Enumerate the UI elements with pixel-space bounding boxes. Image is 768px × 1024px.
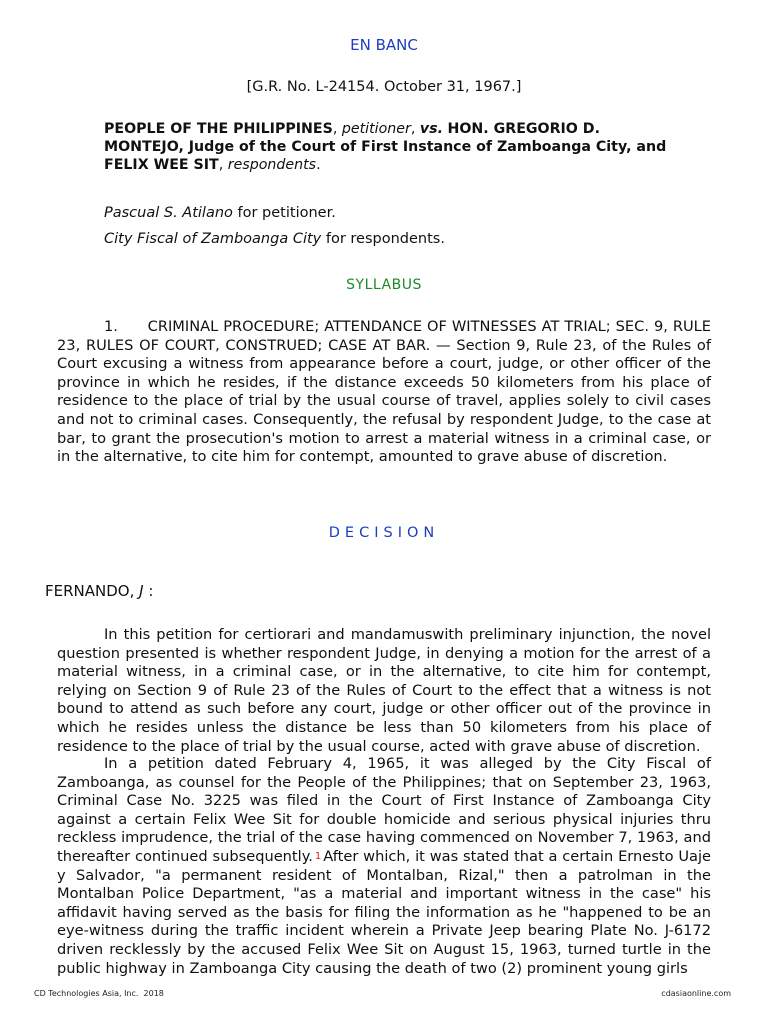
- versus-label: vs.: [419, 121, 443, 137]
- counsel-role: for petitioner.: [237, 205, 336, 221]
- respondent-role: respondents: [227, 157, 317, 173]
- counsel-name: Pascual S. Atilano: [104, 205, 233, 221]
- respondent-names: HON. GREGORIO D. MONTEJO, Judge of the Court of First Instance of Zamboanga City, and FELIX WEE SIT: [104, 121, 667, 173]
- paragraph-text: After which, it was stated that a certain Ernesto Uaje y Salvador, "a permanent resident of Montalban, Rizal," then a patrolman in the Montalban Police Department, "as a material and important witness in the case" his affidavit having served as the basis for filing the information as he "happened to be an eye-witness during the traffic incident wherein a Private Jeep bearing Plate No. J-6172 driven recklessly by the accused Felix Wee Sit on August 15, 1963, turned turtle in the public highway in Zamboanga City causing the death of two (2) prominent young girls: [57, 847, 711, 977]
- petitioner-name: PEOPLE OF THE PHILIPPINES: [104, 121, 333, 137]
- decision-paragraph-2: [57, 755, 711, 978]
- ponente-name: FERNANDO,: [45, 582, 135, 600]
- decision-paragraph-1: In this petition for certiorari and mandamuswith preliminary injunction, the novel question presented is whether respondent Judge, in denying a motion for the arrest of a material witness, in a criminal case, or in the alternative, to cite him for contempt, relying on Section 9 of Rule 23 of the Rules of Court to the effect that a witness is not bound to attend as such before any court, judge or other officer out of the province in which he resides unless the distance be less than 50 kilometers from his place of residence to the place of trial by the usual course, acted with grave abuse of discretion.: [57, 626, 711, 755]
- case-number: [G.R. No. L-24154. October 31, 1967.]: [246, 79, 522, 95]
- ponente-title: J: [139, 582, 144, 600]
- petitioner-role: petitioner: [341, 121, 411, 137]
- footer-publisher: CD Technologies Asia, Inc. 2018: [34, 989, 164, 998]
- counsel-respondents: [104, 231, 445, 247]
- footer-website: cdasiaonline.com: [661, 989, 731, 998]
- syllabus-paragraph: 1. CRIMINAL PROCEDURE; ATTENDANCE OF WITNESSES AT TRIAL; SEC. 9, RULE 23, RULES OF COURT, CONSTRUED; CASE AT BAR. — Section 9, Rule 23, of the Rules of Court excusing a witness from appearance before a court, judge, or other officer of the province in which he resides, if the distance exceeds 50 kilometers from his place of residence to the place of trial by the usual course of travel, applies solely to civil cases and not to criminal cases. Consequently, the refusal by respondent Judge, to the case at bar, to grant the prosecution's motion to arrest a material witness in a criminal case, or in the alternative, to cite him for contempt, amounted to grave abuse of discretion.: [57, 318, 716, 466]
- court-division-heading: EN BANC: [350, 36, 418, 54]
- syllabus-heading: SYLLABUS: [346, 277, 422, 293]
- counsel-petitioner: [104, 205, 336, 221]
- counsel-role: for respondents.: [325, 231, 445, 247]
- paragraph-text: In a petition dated February 4, 1965, it was alleged by the City Fiscal of Zamboanga, as counsel for the People of the Philippines; that on September 23, 1963, Criminal Case No. 3225 was filed in the Court of First Instance of Zamboanga City against a certain Felix Wee Sit for double homicide and serious physical injuries thru reckless imprudence, the trial of the case having commenced on November 7, 1963, and thereafter continued subsequently.: [57, 755, 711, 865]
- case-parties: PEOPLE OF THE PHILIPPINES, petitioner, vs. HON. GREGORIO D. MONTEJO, Judge of the Court of First Instance of Zamboanga City, and FELIX WEE SIT, respondents.: [104, 121, 667, 173]
- ponente-suffix: :: [148, 582, 154, 600]
- ponente: [45, 582, 153, 600]
- decision-heading: DECISION: [328, 525, 440, 541]
- footnote-link[interactable]: 1: [314, 850, 322, 862]
- counsel-name: City Fiscal of Zamboanga City: [104, 231, 322, 247]
